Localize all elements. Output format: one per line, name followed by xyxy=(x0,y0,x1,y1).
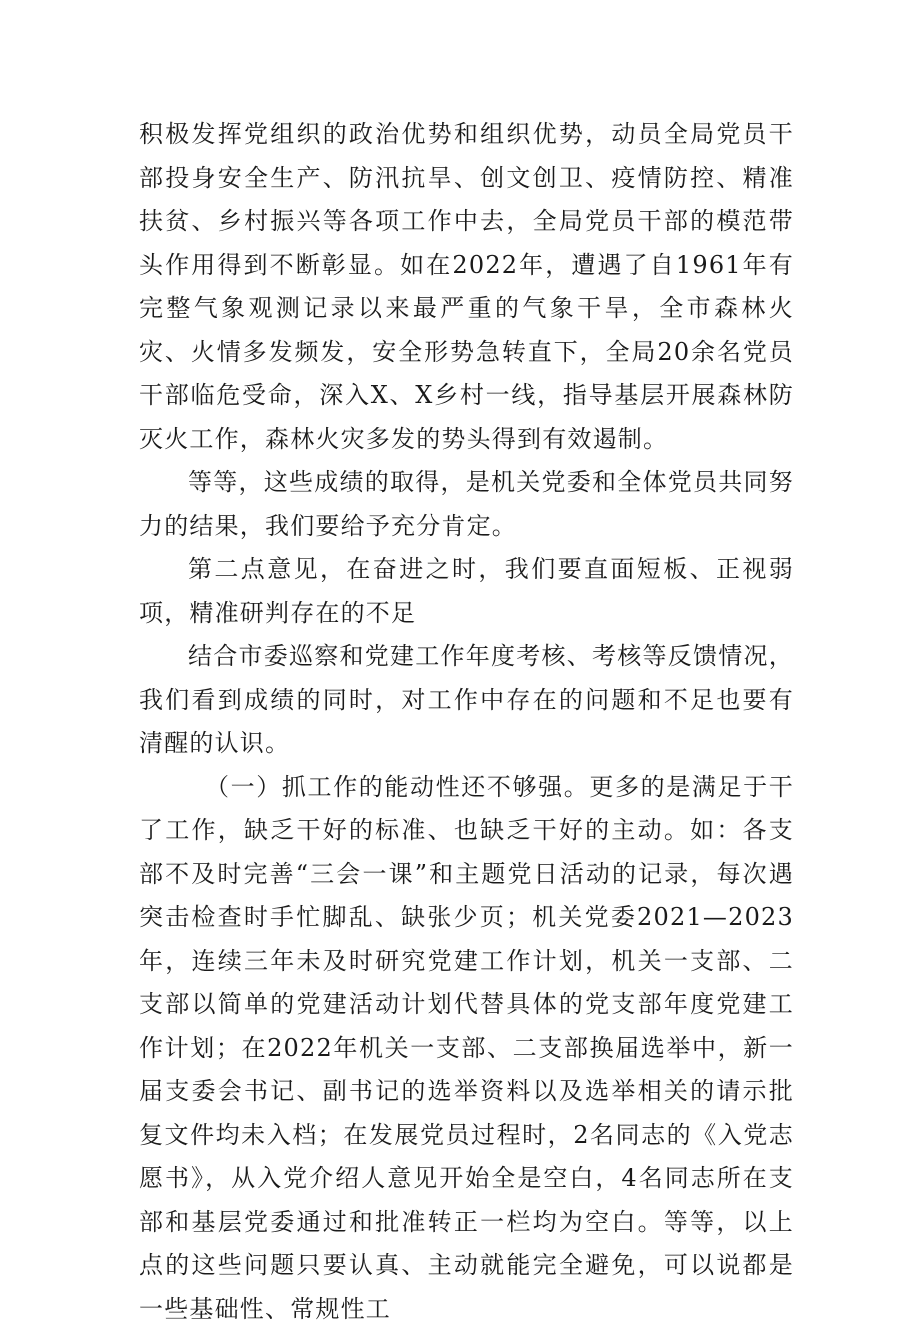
paragraph-summary: 等等，这些成绩的取得，是机关党委和全体党员共同努力的结果，我们要给予充分肯定。 xyxy=(139,461,794,548)
document-body xyxy=(139,113,794,1331)
paragraph-achievements: 积极发挥党组织的政治优势和组织优势，动员全局党员干部投身安全生产、防汛抗旱、创文创卫、疫情防控、精准扶贫、乡村振兴等各项工作中去，全局党员干部的模范带头作用得到不断彰显。如在2022年，遭遇了自1961年有完整气象观测记录以来最严重的气象干旱，全市森林火灾、火情多发频发，安全形势急转直下，全局20余名党员干部临危受命，深入X、X乡村一线，指导基层开展森林防灭火工作，森林火灾多发的势头得到有效遏制。 xyxy=(139,113,794,461)
paragraph-inspection-feedback: 结合市委巡察和党建工作年度考核、考核等反馈情况，我们看到成绩的同时，对工作中存在的问题和不足也要有清醒的认识。 xyxy=(139,635,794,766)
paragraph-issue-one: （一）抓工作的能动性还不够强。更多的是满足于干了工作，缺乏干好的标准、也缺乏干好的主动。如：各支部不及时完善“三会一课”和主题党日活动的记录，每次遇突击检查时手忙脚乱、缺张少页；机关党委2021—2023年，连续三年未及时研究党建工作计划，机关一支部、二支部以简单的党建活动计划代替具体的党支部年度党建工作计划；在2022年机关一支部、二支部换届选举中，新一届支委会书记、副书记的选举资料以及选举相关的请示批复文件均未入档；在发展党员过程时，2名同志的《入党志愿书》，从入党介绍人意见开始全是空白，4名同志所在支部和基层党委通过和批准转正一栏均为空白。等等，以上点的这些问题只要认真、主动就能完全避免，可以说都是一些基础性、常规性工 xyxy=(139,766,794,1331)
section-heading-second-point: 第二点意见，在奋进之时，我们要直面短板、正视弱项，精准研判存在的不足 xyxy=(139,548,794,635)
